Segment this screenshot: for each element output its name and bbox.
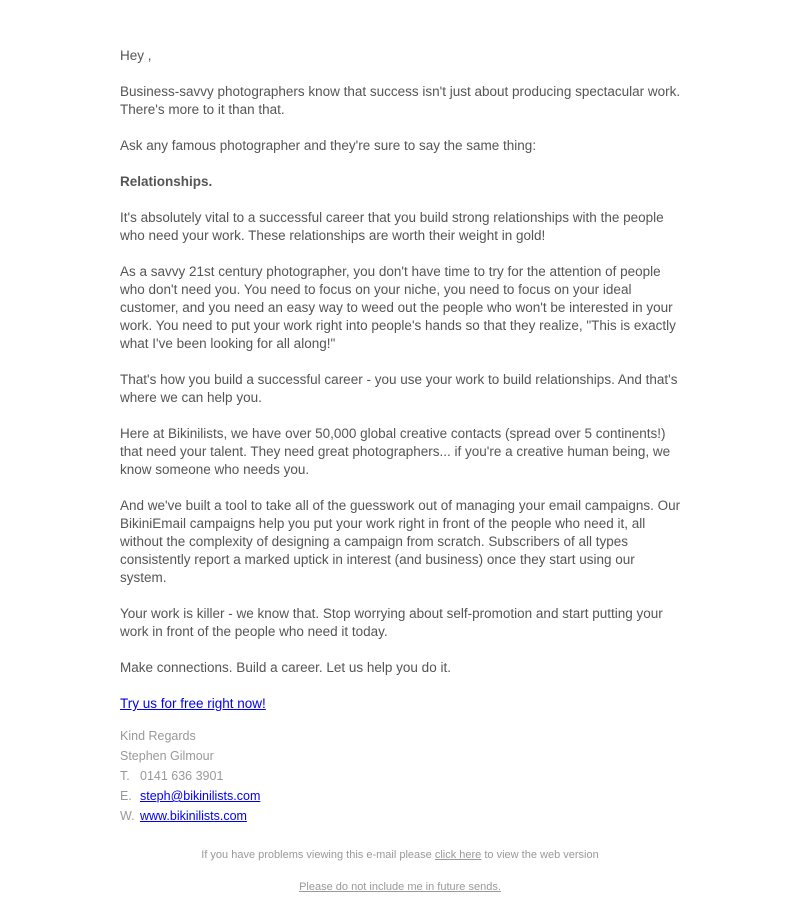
email-content (120, 47, 682, 713)
view-online-notice (0, 848, 800, 862)
signature-name: Stephen Gilmour (120, 749, 214, 763)
view-web-version-link[interactable]: click here (434, 849, 482, 861)
phone-number: 0141 636 3901 (140, 769, 224, 783)
free-trial-link[interactable]: Try us for free right now! (120, 696, 266, 711)
paragraph-intro: Business-savvy photographers know that success isn't just about producing spectacular work. There's more to it than that. (120, 84, 681, 117)
paragraph-niche: As a savvy 21st century photographer, you don't have time to try for the attention of people who don't need you. You need to focus on your niche, you need to focus on your ideal customer, and you need an easy way to weed out the people who won't be interested in your work. You need to put your work right into people's hands so that they realize, "This is exactly what I've been looking for all along!" (120, 264, 676, 351)
phone-label: T. (120, 769, 130, 783)
paragraph-killer: Your work is killer - we know that. Stop worrying about self-promotion and start putting your work in front of the people who need it today. (120, 606, 663, 639)
email-link[interactable]: steph@bikinilists.com (140, 789, 261, 803)
unsubscribe-link[interactable]: Please do not include me in future sends. (299, 881, 501, 893)
web-label: W. (120, 809, 135, 823)
greeting: Hey , (120, 48, 152, 63)
view-notice-suffix: to view the web version (484, 849, 599, 861)
signature-email-row (120, 786, 260, 806)
view-notice-prefix: If you have problems viewing this e-mail please (201, 849, 432, 861)
paragraph-tool: And we've built a tool to take all of the guesswork out of managing your email campaigns. Our BikiniEmail campaigns help you put your work right in front of the people who need it, all without the complexity of designing a campaign from scratch. Subscribers of all types consistently report a marked uptick in interest (and business) once they start using our system. (120, 498, 681, 585)
email-label: E. (120, 789, 132, 803)
website-link[interactable]: www.bikinilists.com (140, 809, 247, 823)
paragraph-relationships: Relationships. (120, 174, 213, 189)
cta-paragraph (120, 695, 682, 713)
paragraph-bikinilists: Here at Bikinilists, we have over 50,000 global creative contacts (spread over 5 continents!) that need your talent. They need great photographers... if you're a creative human being, we know someone who needs you. (120, 426, 671, 477)
paragraph-connections: Make connections. Build a career. Let us help you do it. (120, 660, 451, 675)
signature-web-row (120, 806, 260, 826)
signature-closing: Kind Regards (120, 729, 196, 743)
signature-block (120, 726, 260, 826)
paragraph-career: That's how you build a successful career - you use your work to build relationships. And that's where we can help you. (120, 372, 678, 405)
unsubscribe-row (0, 880, 800, 894)
paragraph-ask: Ask any famous photographer and they're sure to say the same thing: (120, 138, 537, 153)
signature-phone-row (120, 766, 260, 786)
paragraph-vital: It's absolutely vital to a successful career that you build strong relationships with the people who need your work. These relationships are worth their weight in gold! (120, 210, 664, 243)
